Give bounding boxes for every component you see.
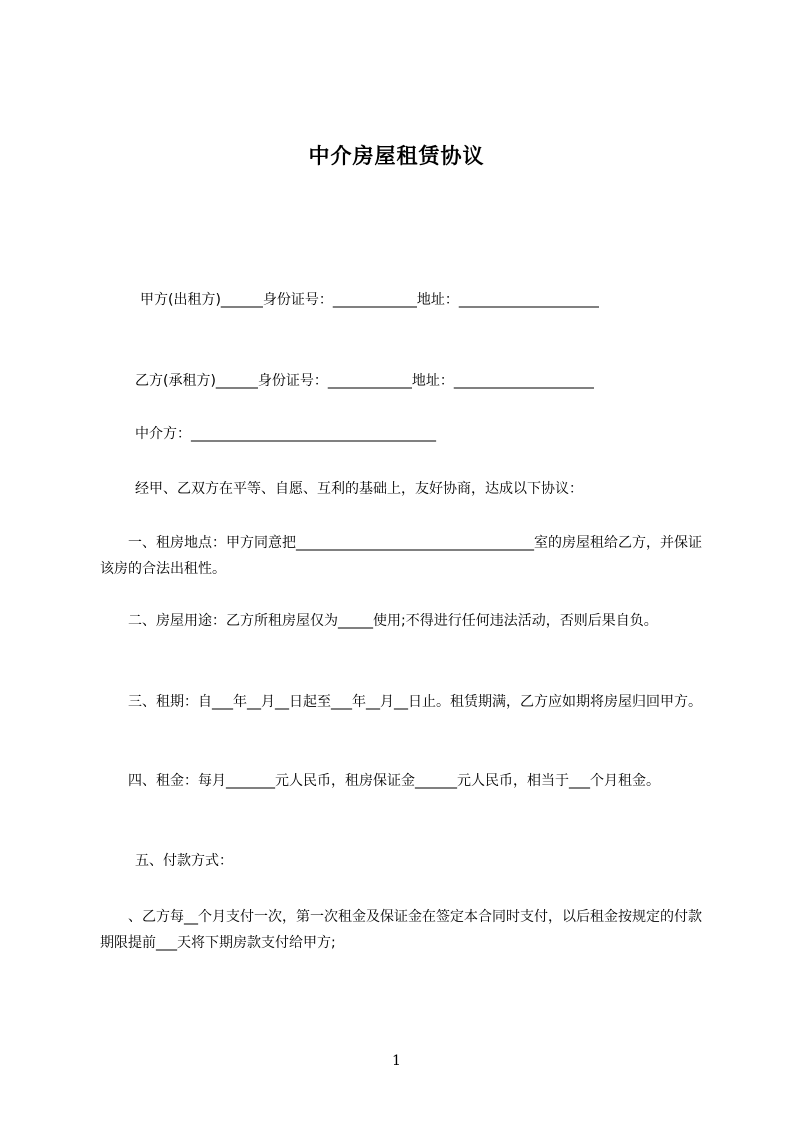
clause-location: 一、租房地点：甲方同意把__________________________________室的房屋租给乙方，并保证该房的合法出租性。	[100, 535, 702, 577]
agent-line: 中介方：___________________________________	[135, 426, 436, 442]
intro-paragraph: 经甲、乙双方在平等、自愿、互利的基础上，友好协商，达成以下协议：	[135, 481, 583, 497]
clause-term: 三、租期：自___年__月__日起至___年__月__日止。租赁期满，乙方应如期将房屋归回甲方。	[128, 694, 702, 710]
party-a-line: 甲方(出租方)______身份证号：____________地址：____________________	[140, 292, 599, 308]
clause-payment-heading: 五、付款方式：	[135, 853, 233, 869]
clause-usage: 二、房屋用途：乙方所租房屋仅为_____使用;不得进行任何违法活动，否则后果自负。	[128, 613, 658, 629]
party-b-line: 乙方(承租方)______身份证号：____________地址：____________________	[135, 373, 594, 389]
clause-rent: 四、租金：每月_______元人民币，租房保证金______元人民币，相当于___个月租金。	[128, 773, 660, 789]
page-number: 1	[392, 1053, 401, 1069]
document-title: 中介房屋租赁协议	[308, 144, 485, 168]
clause-payment-detail: 、乙方每__个月支付一次，第一次租金及保证金在签定本合同时支付，以后租金按规定的付款期限提前___天将下期房款支付给甲方;	[100, 909, 702, 951]
